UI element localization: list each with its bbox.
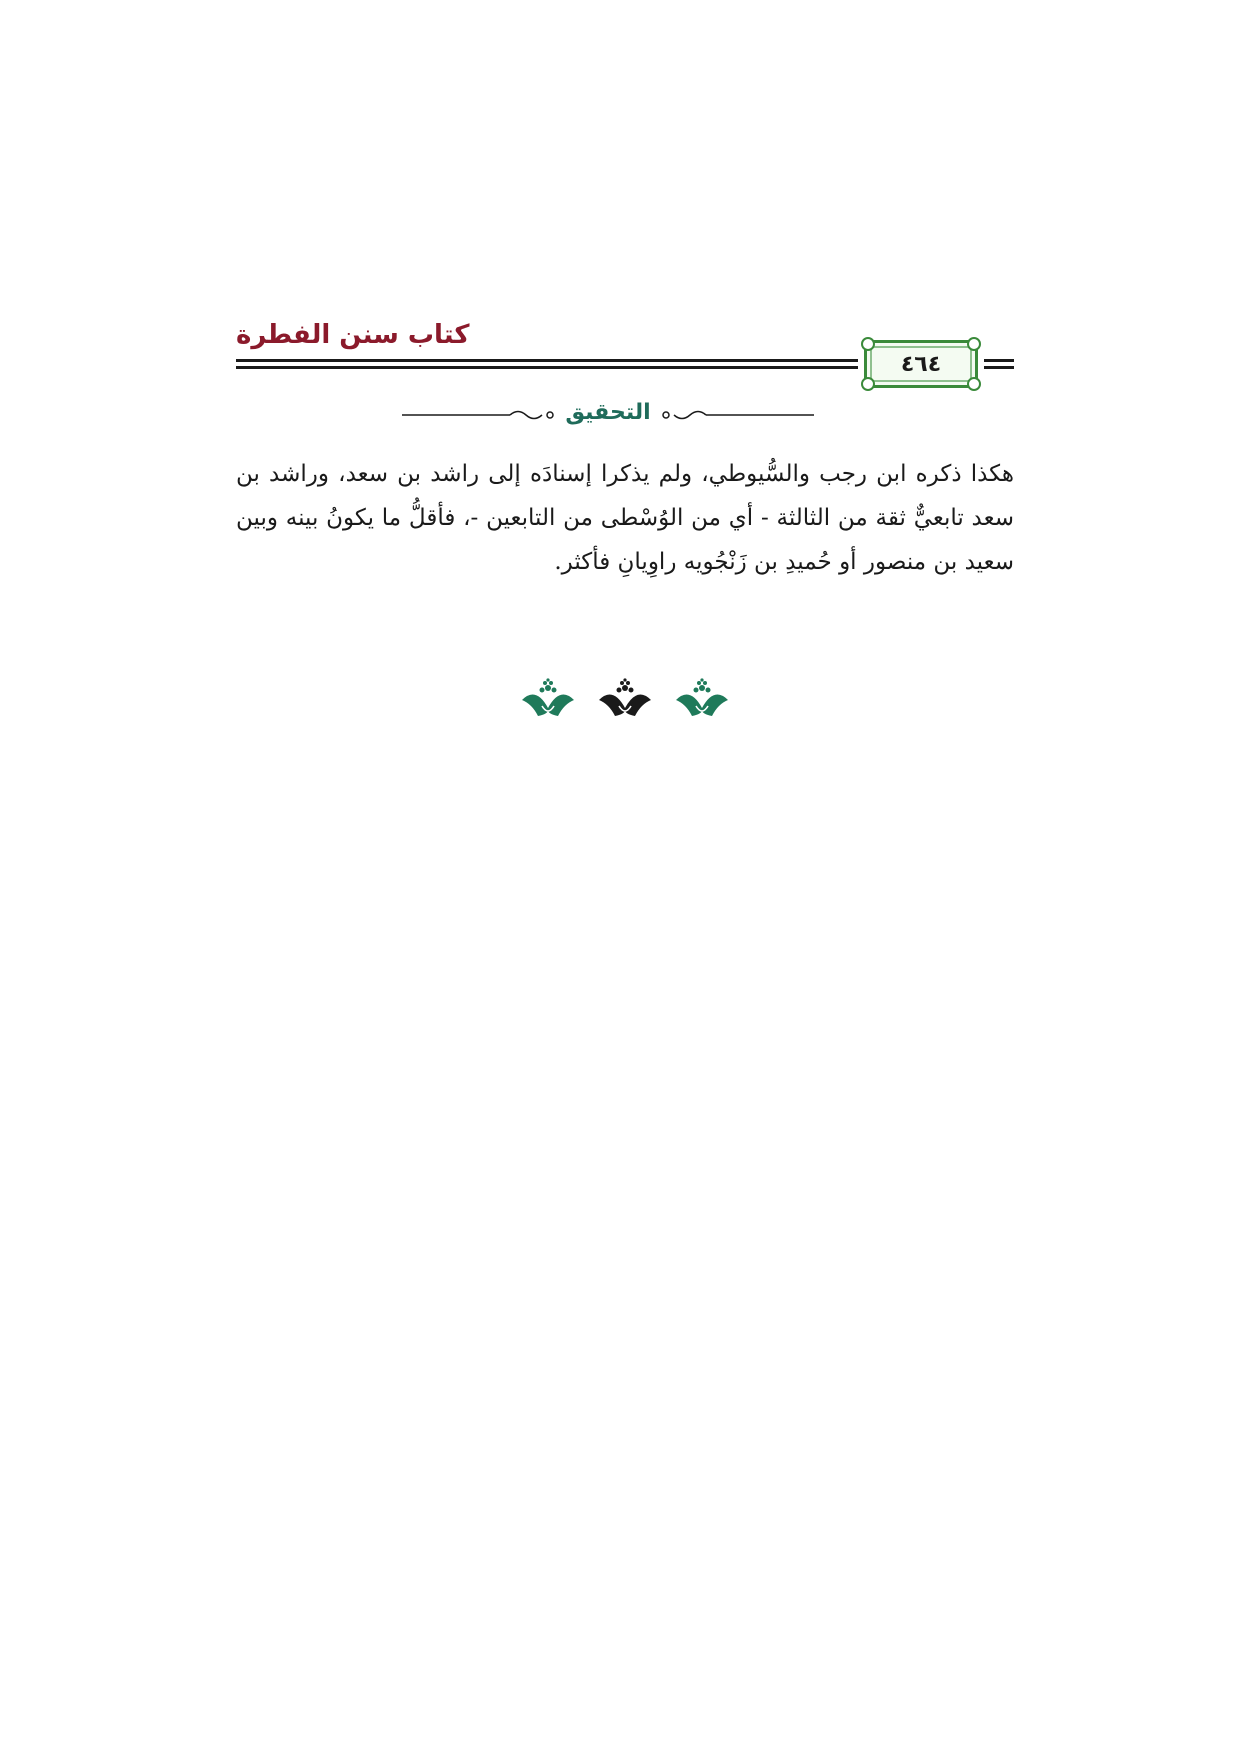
flower-ornament-icon	[674, 678, 730, 722]
header-rule	[984, 366, 1014, 369]
frame-corner-ornament-icon	[967, 377, 981, 391]
section-heading	[402, 398, 814, 432]
end-ornament-row	[520, 678, 730, 724]
page-number: ٤٦٤	[900, 351, 942, 377]
frame-corner-ornament-icon	[861, 377, 875, 391]
flower-ornament-icon	[520, 678, 576, 722]
page-header	[236, 318, 1014, 388]
book-title: كتاب سنن الفطرة	[236, 320, 470, 350]
page-number-frame	[864, 340, 978, 388]
flower-ornament-icon	[597, 678, 653, 722]
section-heading-label: التحقيق	[565, 400, 651, 425]
frame-corner-ornament-icon	[861, 337, 875, 351]
body-text	[236, 452, 1014, 584]
header-rule	[236, 359, 858, 362]
paragraph: هكذا ذكره ابن رجب والسُّيوطي، ولم يذكرا إسنادَه إلى راشد بن سعد، وراشد بن سعد تابعيٌّ ثقة من الثالثة - أي من الوُسْطى من التابعين -، فأقلُّ ما يكونُ بينه وبين سعيد بن منصور أو حُميدِ بن زَنْجُويه راوِيانِ فأكثر.	[236, 461, 1014, 575]
header-rule	[984, 359, 1014, 362]
header-rule	[236, 366, 858, 369]
frame-corner-ornament-icon	[967, 337, 981, 351]
